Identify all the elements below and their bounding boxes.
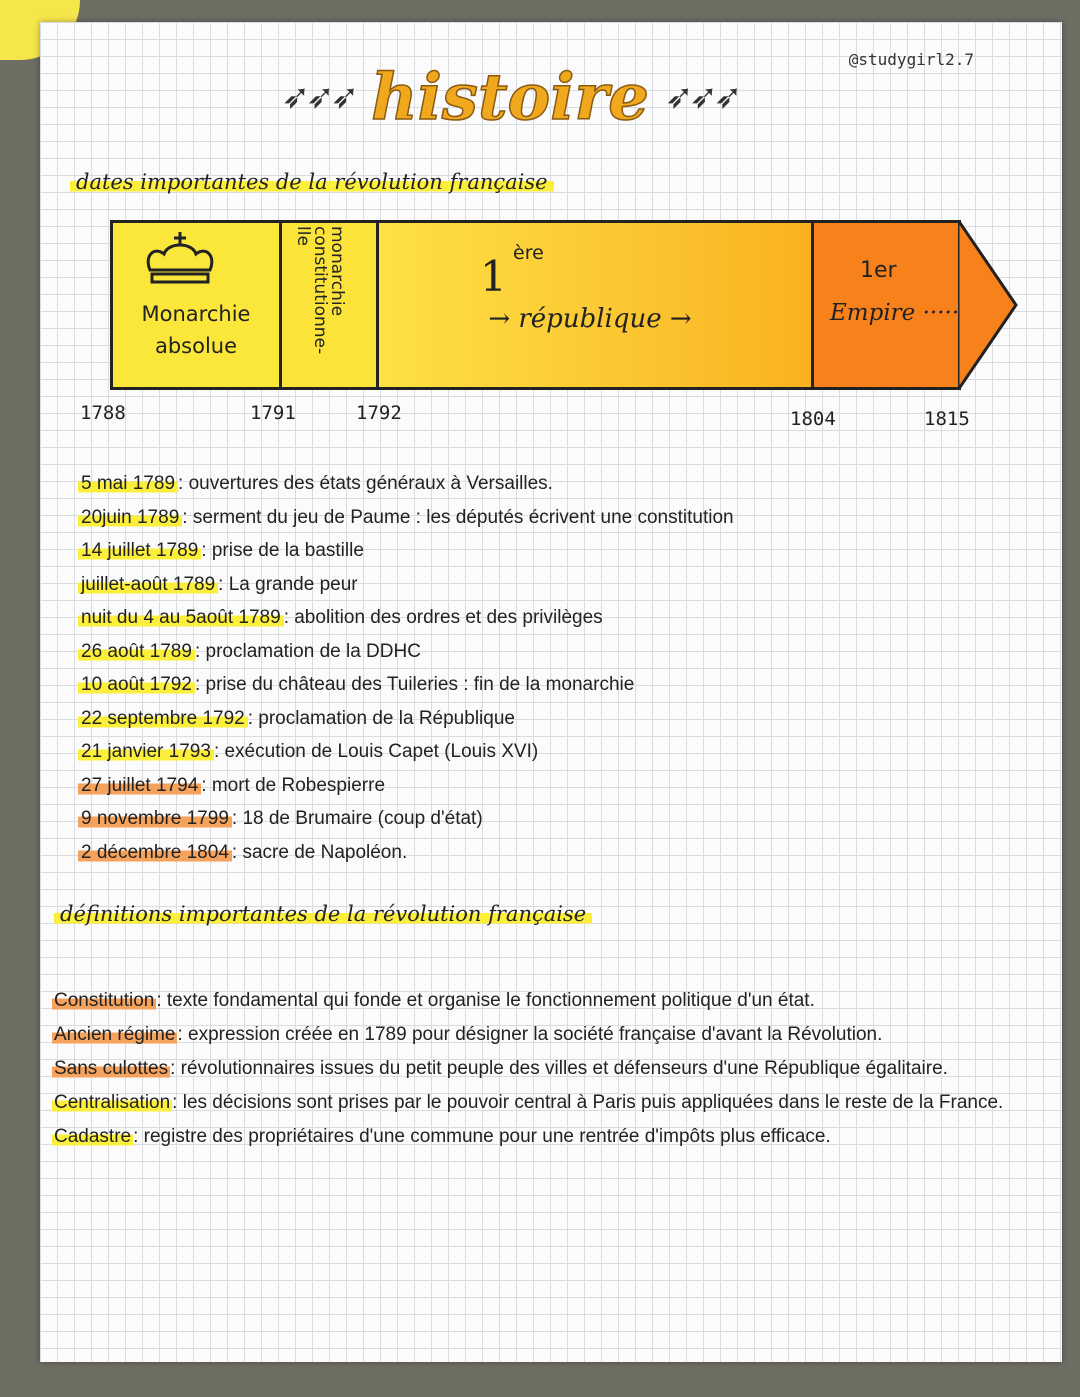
- list-item: [52, 1052, 1052, 1086]
- period-label-empire: Empire ·····: [830, 300, 960, 326]
- event-text: : ouvertures des états généraux à Versailles.: [178, 473, 553, 494]
- title-banner: [200, 52, 820, 142]
- period-number-empire: 1er: [860, 258, 897, 283]
- definition-term: Cadastre: [54, 1126, 132, 1147]
- event-date: 5 mai 1789: [78, 473, 178, 494]
- definition-list: [52, 984, 1052, 1154]
- definition-text: : révolutionnaires issues du petit peuple des villes et défenseurs d'une République égalitaire.: [170, 1058, 948, 1079]
- label-line: absolue: [154, 334, 238, 358]
- label-line: lle: [293, 226, 313, 246]
- list-item: [52, 1086, 1052, 1120]
- timeline-year: 1791: [250, 402, 296, 424]
- section-heading-definitions: définitions importantes de la révolution française: [54, 902, 592, 926]
- event-date: 21 janvier 1793: [78, 741, 214, 762]
- timeline-year: 1815: [924, 408, 970, 430]
- list-item: [78, 534, 1058, 568]
- timeline-year: 1788: [80, 402, 126, 424]
- list-item: [78, 501, 1058, 535]
- timeline: [110, 220, 1020, 390]
- timeline-arrowhead-icon: [958, 220, 1018, 390]
- list-item: [78, 836, 1058, 870]
- period-label-republique: → république →: [488, 304, 692, 334]
- definition-text: : texte fondamental qui fonde et organise le fonctionnement politique d'un état.: [156, 990, 815, 1011]
- event-date: 2 décembre 1804: [78, 842, 232, 863]
- list-item: [52, 1120, 1052, 1154]
- label-line: constitutionne-: [310, 226, 330, 355]
- list-item: [78, 467, 1058, 501]
- crown-icon: [140, 230, 220, 288]
- definition-term: Ancien régime: [54, 1024, 176, 1045]
- event-date: 26 août 1789: [78, 641, 195, 662]
- definition-term: Centralisation: [54, 1092, 171, 1113]
- definition-term: Sans culottes: [54, 1058, 169, 1079]
- list-item: [78, 601, 1058, 635]
- period-label-monarchie-constitutionnelle: [293, 226, 347, 386]
- arrow-right-icon: ➶➶➶: [664, 77, 739, 117]
- list-item: [78, 769, 1058, 803]
- author-handle: @studygirl2.7: [848, 50, 974, 69]
- label-line: Monarchie: [141, 302, 251, 326]
- arrow-left-icon: ➶➶➶: [281, 77, 356, 117]
- definition-text: : les décisions sont prises par le pouvoir central à Paris puis appliquées dans le reste de la France.: [172, 1092, 1004, 1113]
- event-date: 14 juillet 1789: [78, 540, 201, 561]
- label-line: monarchie: [327, 226, 347, 317]
- section-heading-dates: dates importantes de la révolution française: [70, 170, 554, 194]
- timeline-year: 1804: [790, 408, 836, 430]
- event-date: 9 novembre 1799: [78, 808, 232, 829]
- timeline-year: 1792: [356, 402, 402, 424]
- page-title: histoire: [371, 59, 649, 135]
- event-date: 10 août 1792: [78, 674, 195, 695]
- event-text: : prise de la bastille: [201, 540, 364, 561]
- list-item: [78, 802, 1058, 836]
- period-label-monarchie-absolue: [110, 298, 282, 362]
- list-item: [52, 984, 1052, 1018]
- event-text: : exécution de Louis Capet (Louis XVI): [213, 741, 539, 762]
- event-date: 27 juillet 1794: [78, 775, 201, 796]
- definition-text: : registre des propriétaires d'une commune pour une rentrée d'impôts plus efficace.: [133, 1126, 831, 1147]
- definition-text: : expression créée en 1789 pour désigner la société française d'avant la Révolution.: [177, 1024, 883, 1045]
- list-item: [78, 568, 1058, 602]
- event-text: : La grande peur: [218, 573, 358, 595]
- event-date: nuit du 4 au 5août 1789: [78, 607, 284, 628]
- event-text: : proclamation de la DDHC: [194, 640, 421, 662]
- list-item: [78, 668, 1058, 702]
- period-number-republique: 1: [480, 252, 507, 301]
- event-text: : prise du château des Tuileries : fin de la monarchie: [194, 674, 635, 695]
- event-date: 20juin 1789: [78, 507, 182, 528]
- event-text: : proclamation de la République: [247, 707, 515, 729]
- notebook-page: [40, 22, 1062, 1362]
- event-text: : 18 de Brumaire (coup d'état): [231, 808, 483, 829]
- list-item: [52, 1018, 1052, 1052]
- event-text: : abolition des ordres et des privilèges: [283, 607, 603, 628]
- list-item: [78, 635, 1058, 669]
- period-superscript-republique: ère: [513, 242, 544, 264]
- event-date: 22 septembre 1792: [78, 708, 248, 729]
- event-text: : serment du jeu de Paume : les députés écrivent une constitution: [182, 506, 734, 528]
- event-date: juillet-août 1789: [78, 574, 218, 595]
- list-item: [78, 735, 1058, 769]
- event-text: : mort de Robespierre: [201, 774, 386, 796]
- definition-term: Constitution: [54, 990, 155, 1011]
- list-item: [78, 702, 1058, 736]
- event-list: [78, 467, 1058, 869]
- event-text: : sacre de Napoléon.: [231, 841, 408, 863]
